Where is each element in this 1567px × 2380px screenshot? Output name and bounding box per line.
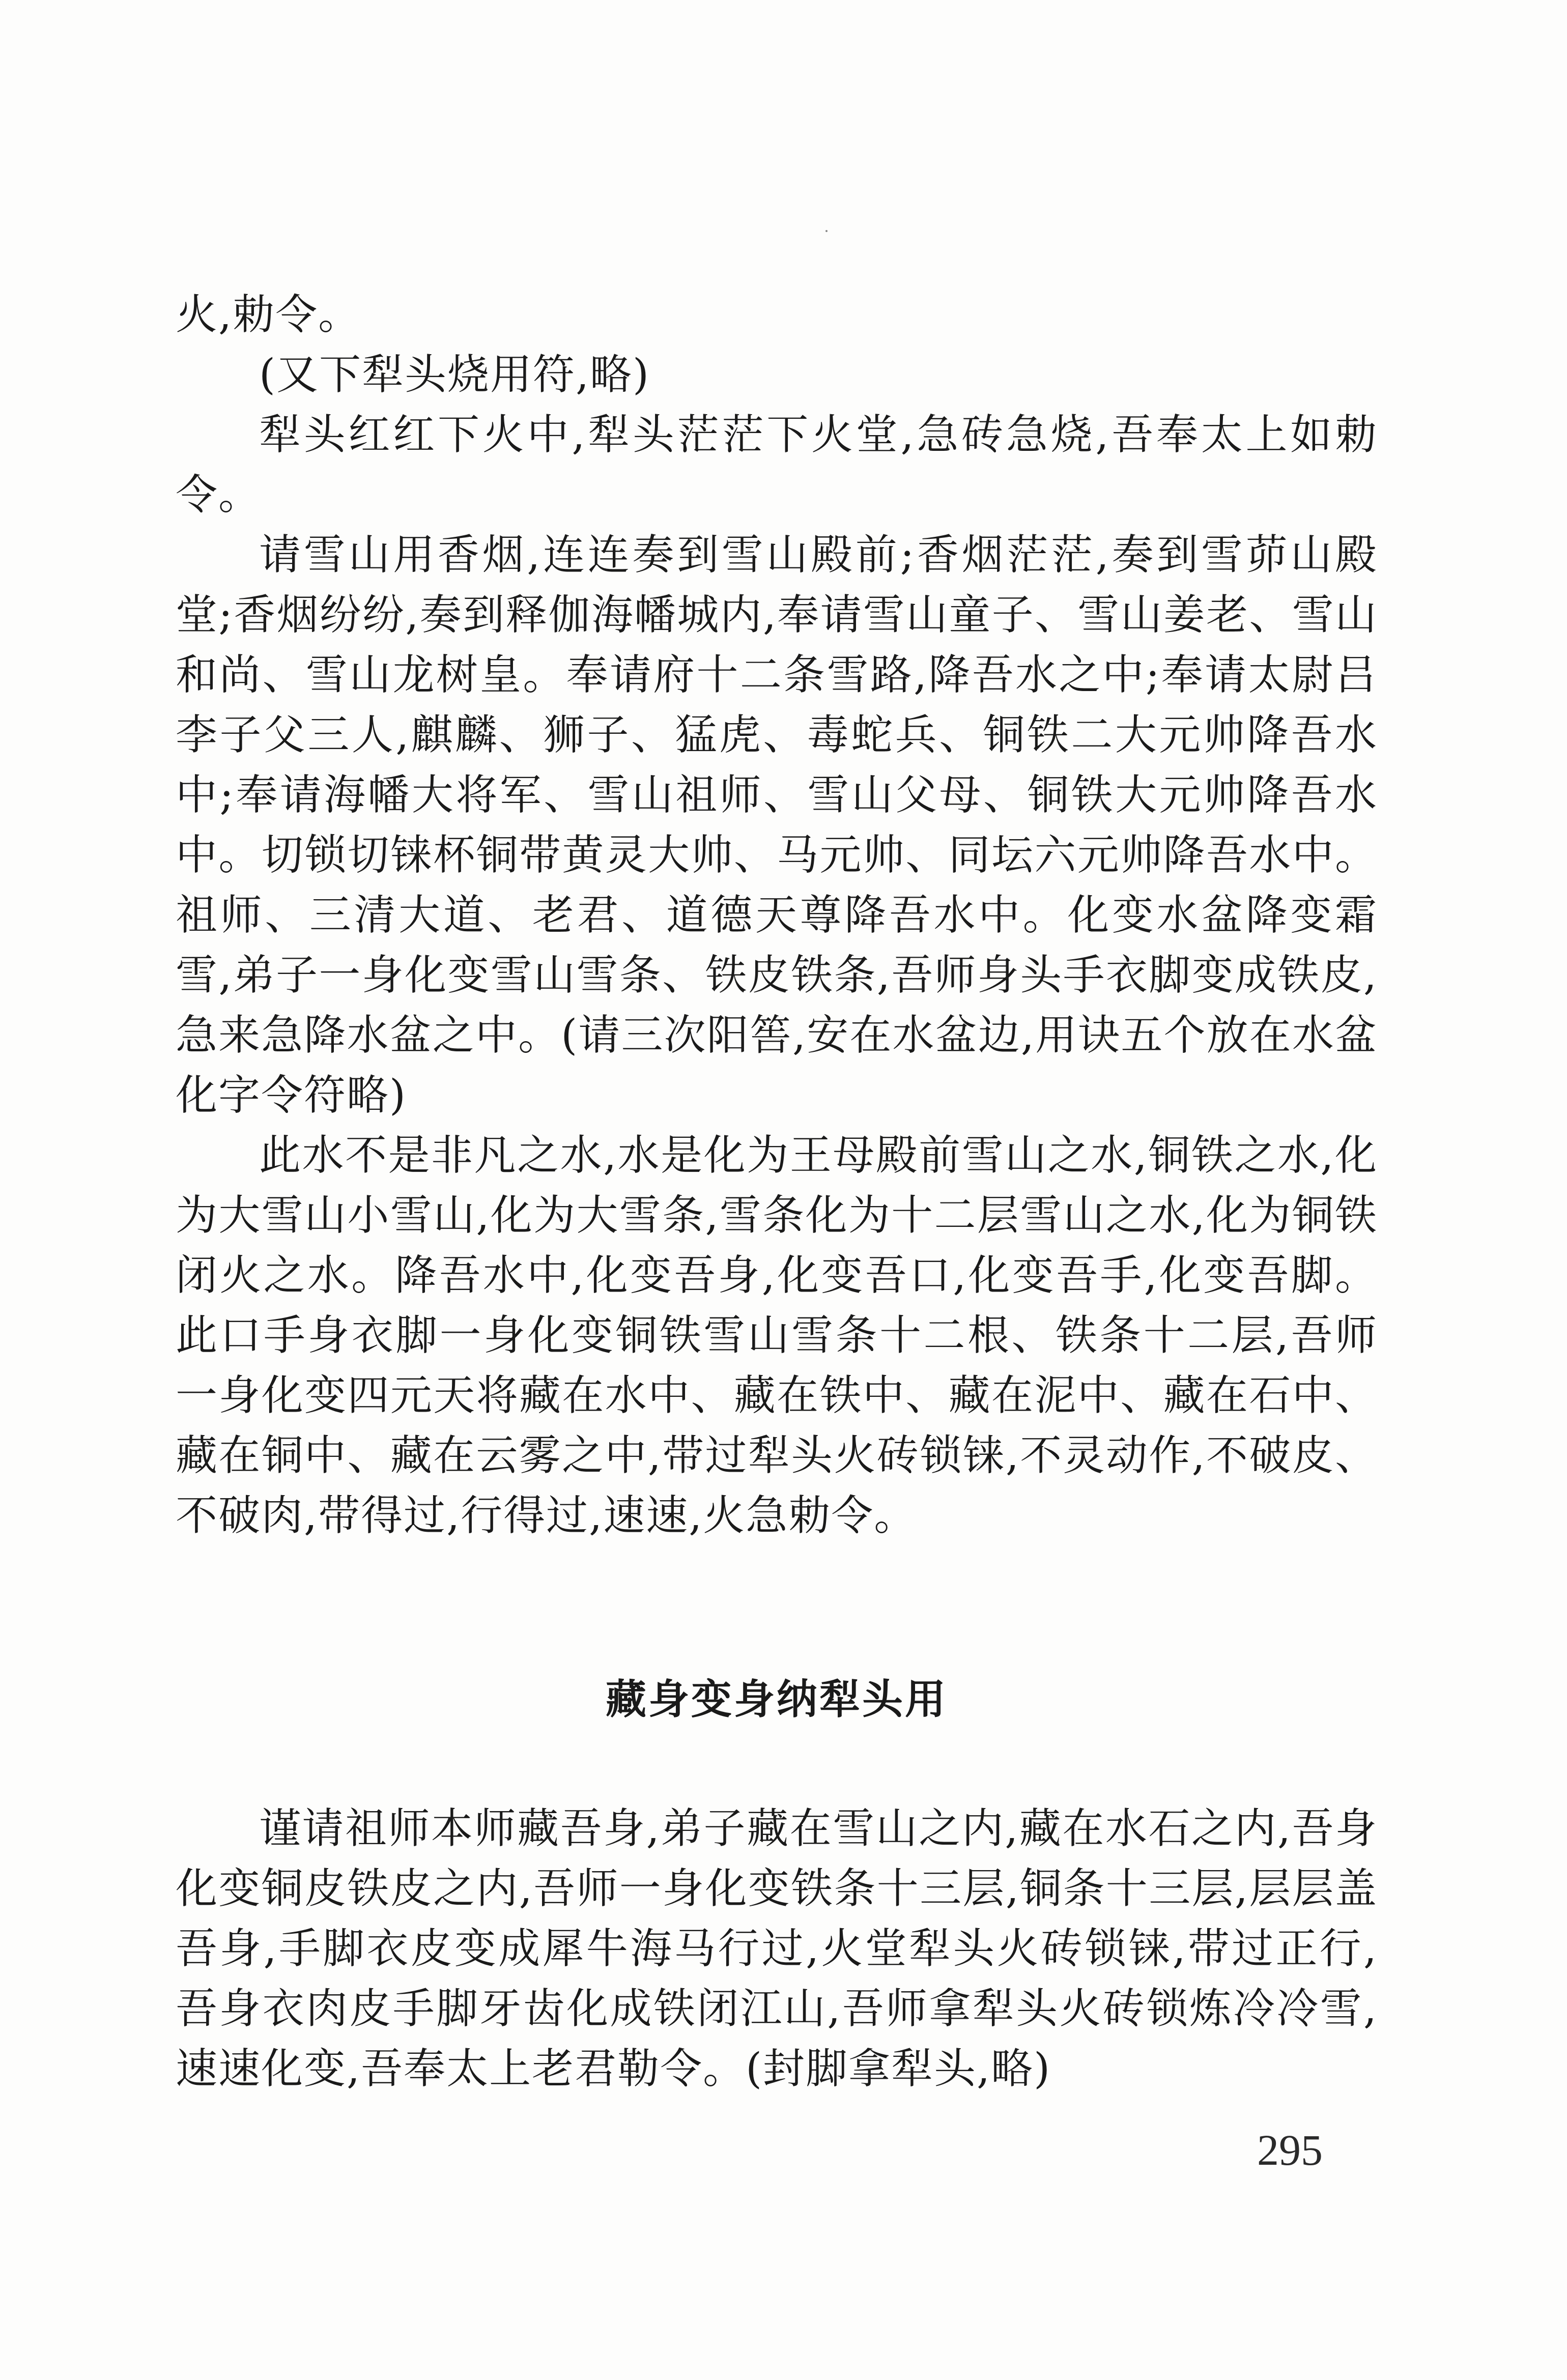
paragraph-continuation: 火,勅令。	[176, 291, 361, 339]
paragraph-note-talisman: (又下犁头烧用符,略)	[259, 351, 650, 399]
scan-speck	[825, 230, 828, 232]
section-2-text	[176, 1799, 1378, 2099]
paragraph-invocation: 请雪山用香烟,连连奏到雪山殿前;香烟茫茫,奏到雪茆山殿堂;香烟纷纷,奏到释伽海幡城内,奉请雪山童子、雪山姜老、雪山和尚、雪山龙树皇。奉请府十二条雪路,降吾水之中;奉请太尉吕李子父三人,麒麟、狮子、猛虎、毒蛇兵、铜铁二大元帅降吾水中;奉请海幡大将军、雪山祖师、雪山父母、铜铁大元帅降吾水中。切锁切铼杯铜带黄灵大帅、马元帅、同坛六元帅降吾水中。祖师、三清大道、老君、道德天尊降吾水中。化变水盆降变霜雪,弟子一身化变雪山雪条、铁皮铁条,吾师身头手衣脚变成铁皮,急来急降水盆之中。(请三次阳筶,安在水盆边,用诀五个放在水盆化字令符略)	[176, 531, 1378, 1120]
section-heading: 藏身变身纳犁头用	[606, 1676, 948, 1723]
paragraph-hide-body: 谨请祖师本师藏吾身,弟子藏在雪山之内,藏在水石之内,吾身化变铜皮铁皮之内,吾师一身化变铁条十三层,铜条十三层,层层盖吾身,手脚衣皮变成犀牛海马行过,火堂犁头火砖锁铼,带过正行,吾身衣肉皮手脚牙齿化成铁闭江山,吾师拿犁头火砖锁炼冷冷雪,速速化变,吾奉太上老君勒令。(封脚拿犁头,略)	[176, 1804, 1378, 2093]
page-number: 295	[1257, 2126, 1323, 2174]
section-1-text	[176, 285, 1378, 1546]
paragraph-plow-incantation: 犁头红红下火中,犁头茫茫下火堂,急砖急烧,吾奉太上如勅令。	[176, 411, 1378, 519]
paragraph-water-transformation: 此水不是非凡之水,水是化为王母殿前雪山之水,铜铁之水,化为大雪山小雪山,化为大雪条,雪条化为十二层雪山之水,化为铜铁闭火之水。降吾水中,化变吾身,化变吾口,化变吾手,化变吾脚。此口手身衣脚一身化变铜铁雪山雪条十二根、铁条十二层,吾师一身化变四元天将藏在水中、藏在铁中、藏在泥中、藏在石中、藏在铜中、藏在云雾之中,带过犁头火砖锁铼,不灵动作,不破皮、不破肉,带得过,行得过,速速,火急勅令。	[176, 1131, 1378, 1540]
